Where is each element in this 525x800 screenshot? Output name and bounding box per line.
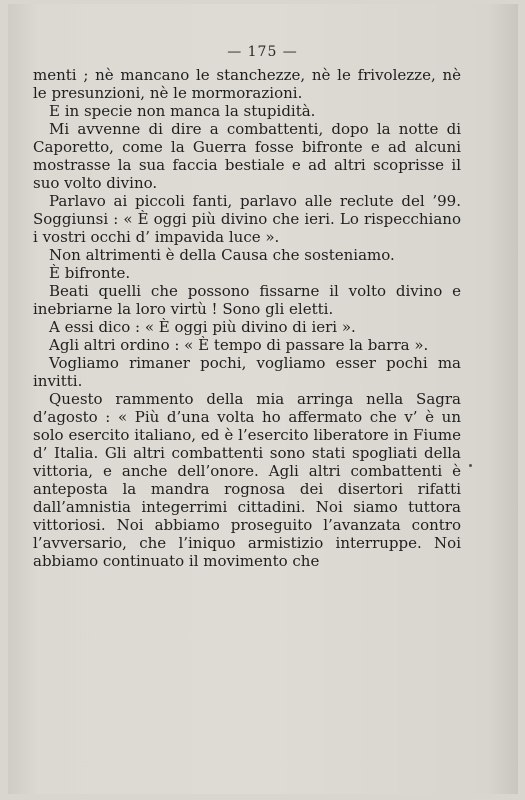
paragraph: Agli altri ordino : « È tempo di passare la barra ». (49, 336, 429, 354)
paragraph: A essi dico : « È oggi più divino di ieri ». (49, 318, 356, 336)
page-number: — 175 — (227, 44, 298, 60)
body-text (33, 66, 461, 570)
paragraph: Mi avvenne di dire a combattenti, dopo la notte di Caporetto, come la Guerra fosse bifronte e ad alcuni mostrasse la sua faccia bestiale e ad altri scoprisse il suo volto divino. (33, 120, 461, 192)
paragraph: menti ; nè mancano le stanchezze, nè le frivolezze, nè le presunzioni, nè le mormorazioni. (33, 66, 461, 102)
paragraph: E in specie non manca la stupidità. (49, 102, 316, 120)
paragraph: Beati quelli che possono fissarne il volto divino e inebriarne la loro virtù ! Sono gli eletti. (33, 282, 461, 318)
paragraph: Non altrimenti è della Causa che sosteniamo. (49, 246, 395, 264)
paragraph: Questo rammento della mia arringa nella Sagra d’agosto : « Più d’una volta ho affermato che v’ è un solo esercito italiano, ed è l’esercito liberatore in Fiume d’ Italia. Gli altri combattenti sono stati spogliati della vittoria, e anche dell’onore. Agli altri combattenti è anteposta la mandra rognosa dei disertori rifatti dall’amnistia integerrimi cittadini. Noi siamo tuttora vittoriosi. Noi abbiamo proseguito l’avanzata contro l’avversario, che l’iniquo armistizio interruppe. Noi abbiamo continuato il movimento che (33, 390, 461, 570)
paragraph: Vogliamo rimaner pochi, vogliamo esser pochi ma invitti. (33, 354, 461, 390)
paragraph: È bifronte. (49, 264, 131, 282)
paper-speck (469, 464, 472, 467)
paragraph: Parlavo ai piccoli fanti, parlavo alle reclute del ’99. Soggiunsi : « È oggi più divino che ieri. Lo rispecchiano i vostri occhi d’ impavida luce ». (33, 192, 461, 246)
